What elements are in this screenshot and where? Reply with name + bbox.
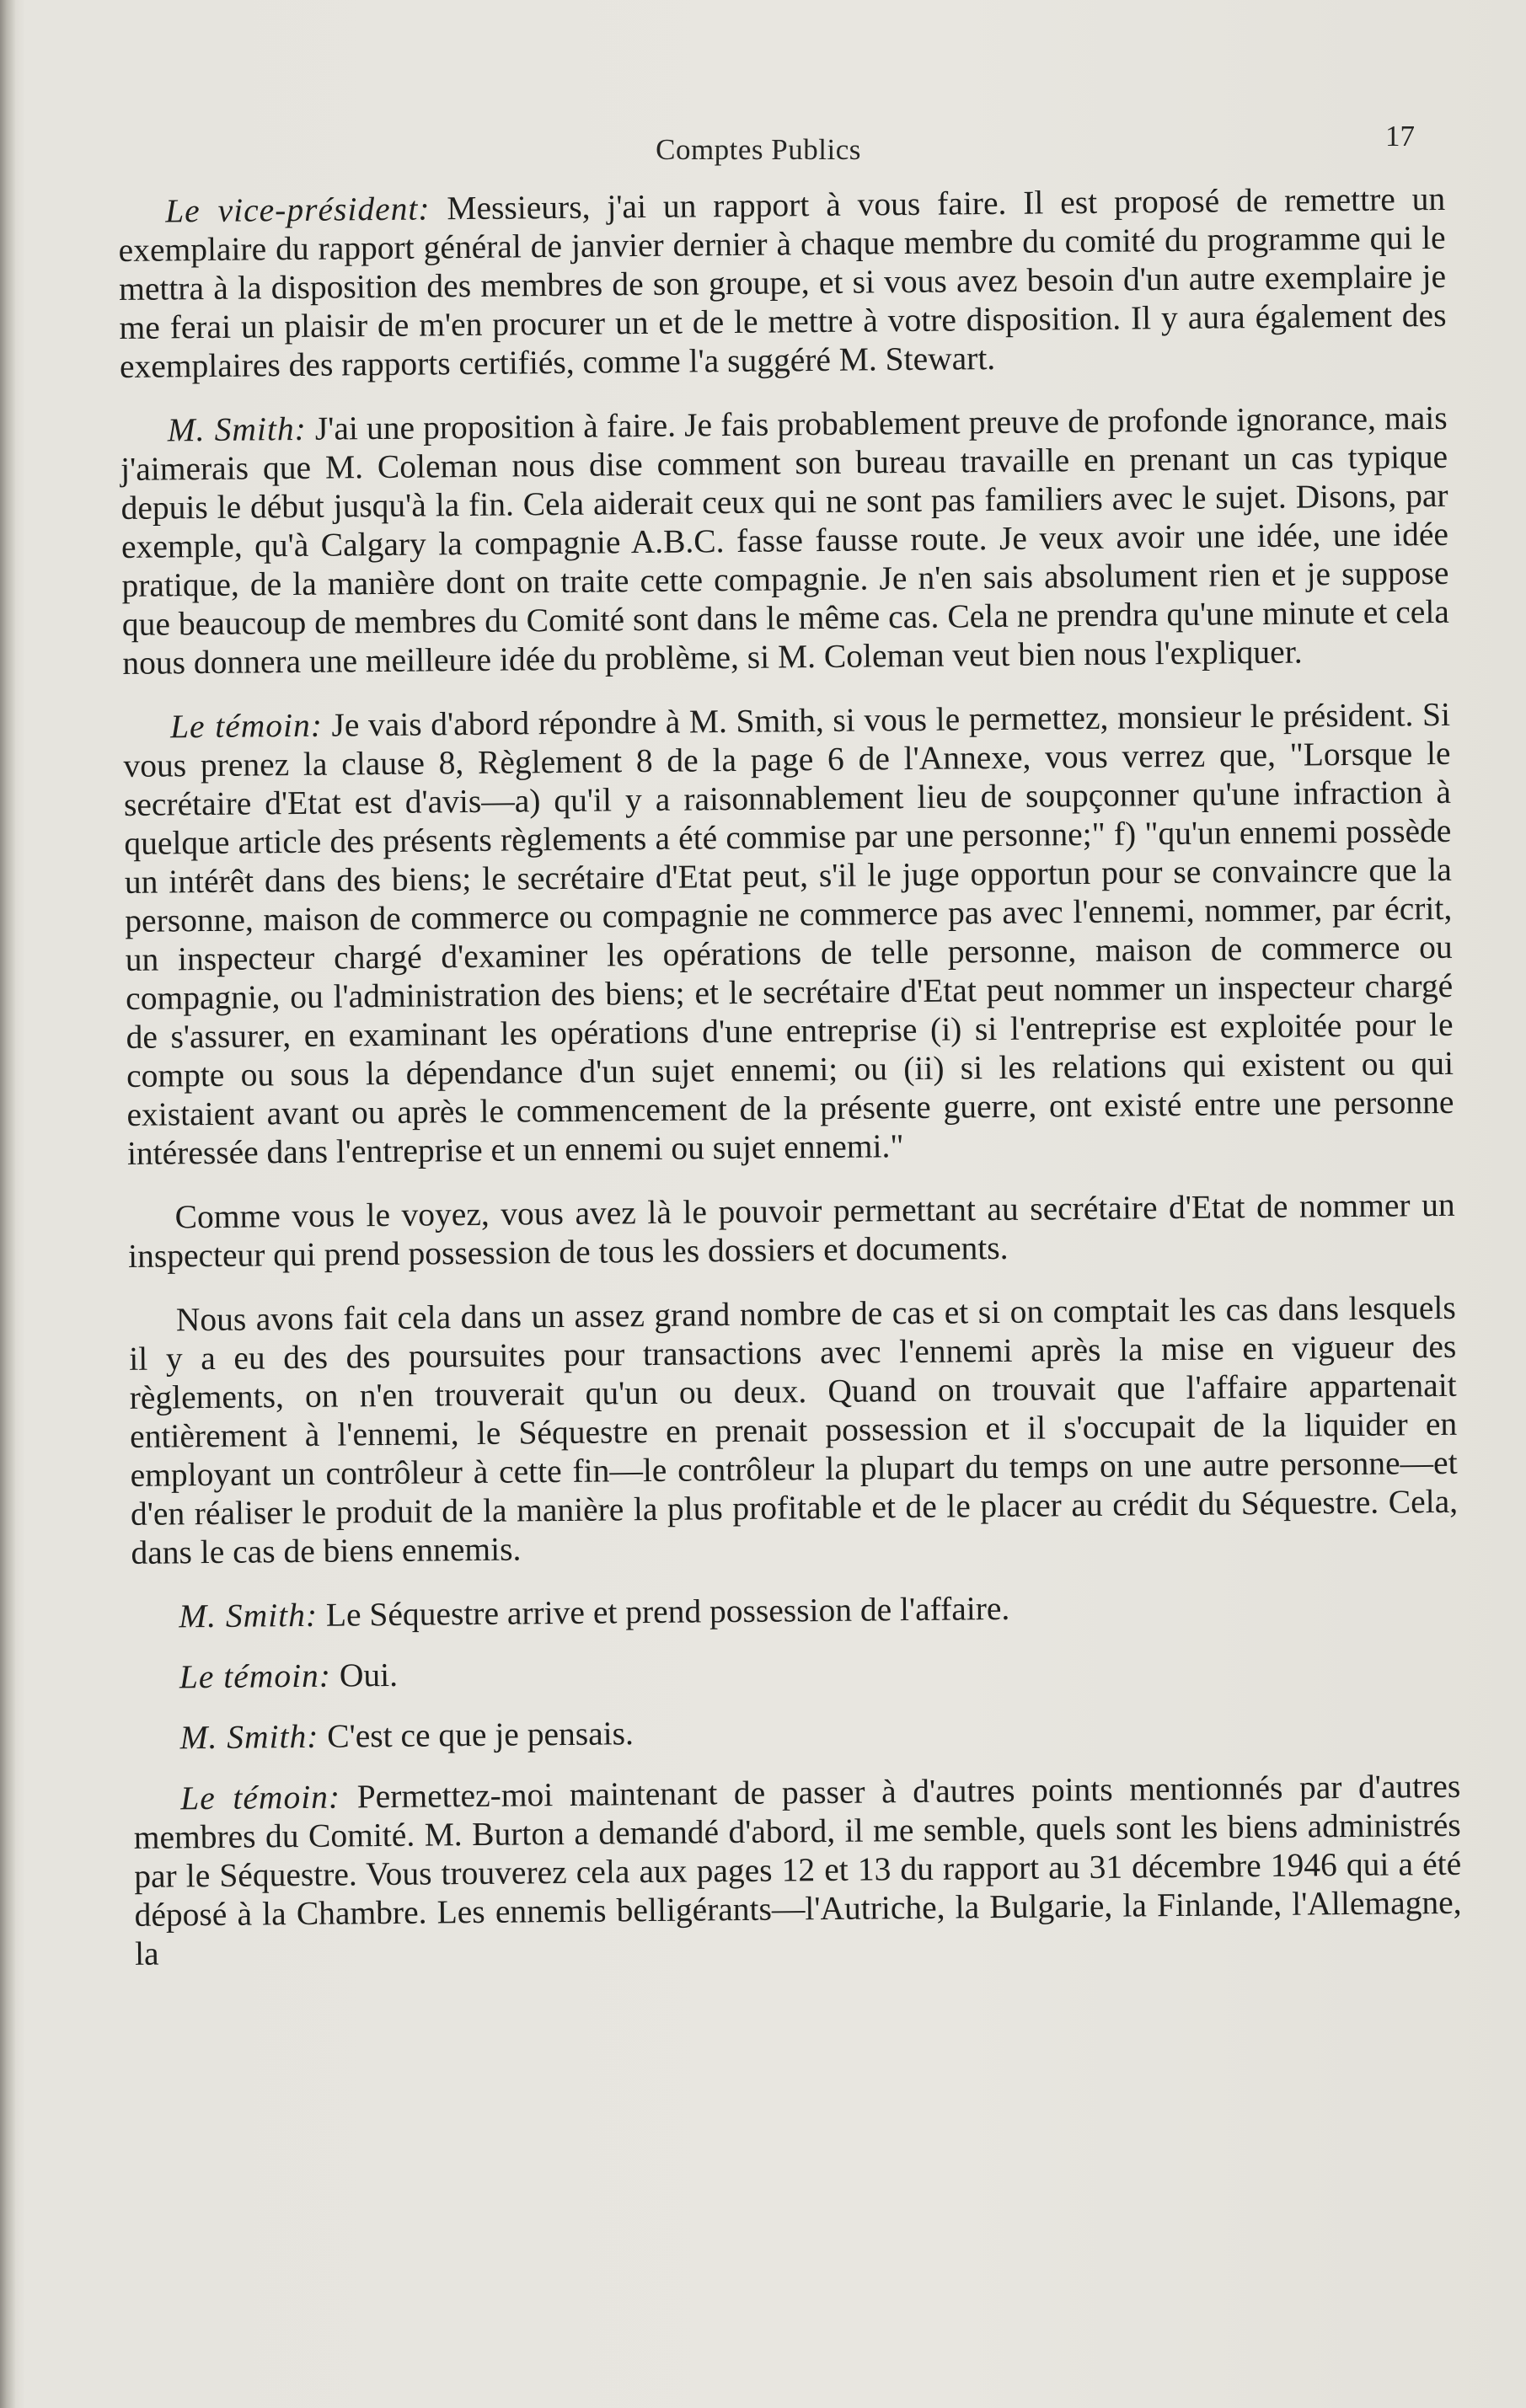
paragraph-smith-followup <box>131 1585 1459 1636</box>
paragraph-text: Le Séquestre arrive et prend possession de l'affaire. <box>317 1589 1010 1634</box>
paragraph-witness-points <box>133 1767 1462 1973</box>
paragraph-witness-regulation <box>123 695 1454 1173</box>
page-number: 17 <box>1385 120 1415 153</box>
paragraph-vice-president <box>118 179 1447 386</box>
speaker-label: Le témoin: <box>180 1778 341 1817</box>
speaker-label: Le témoin: <box>169 706 324 746</box>
speaker-label: Le témoin: <box>179 1656 332 1696</box>
speaker-label: M. Smith: <box>167 409 307 449</box>
speaker-label: M. Smith: <box>179 1717 319 1757</box>
paragraph-witness-yes <box>132 1645 1459 1697</box>
paragraph-text: Oui. <box>330 1656 399 1694</box>
body-text <box>118 179 1463 1999</box>
paragraph-text: Je vais d'abord répondre à M. Smith, si vous le permettez, monsieur le président. Si vous prenez la clause 8, Règlement 8 de la page 6 de l'Annexe, vous verrez que, "Lorsque le secrétaire d'Etat est d'avis—a) qu'il y a raisonnablement lieu de soupçonner qu'une infraction à quelque article des présents règlements a été commise par une personne;" f) "qu'un ennemi possède un intérêt dans des biens; le secrétaire d'Etat peut, s'il le juge opportun pour se convaincre que la personne, maison de commerce ou compagnie ne commerce pas avec l'ennemi, nommer, par écrit, un inspecteur chargé d'examiner les opérations de telle personne, maison de commerce ou compagnie, ou l'administration des biens; et le secrétaire d'Etat peut nommer un inspecteur chargé de s'assurer, en examinant les opérations d'une entreprise (i) si l'entreprise est exploitée pour le compte ou sous la dépendance d'un sujet ennemi; ou (ii) si les relations qui existent ou qui existaient avant ou après le commencement de la présente guerre, ont existé entre une personne intéressée dans l'entreprise et un ennemi ou sujet ennemi." <box>123 695 1454 1172</box>
paragraph-text: Messieurs, j'ai un rapport à vous faire. Il est proposé de remettre un exemplaire du rapport général de janvier dernier à chaque membre du comité du programme qui le mettra à la disposition des membres de son groupe, et si vous avez besoin d'un autre exemplaire je me ferai un plaisir de m'en procurer un et de le mettre à votre disposition. Il y aura également des exemplaires des rapports certifiés, comme l'a suggéré M. Stewart. <box>118 179 1447 385</box>
paragraph-smith-thought <box>132 1706 1459 1758</box>
paragraph-text: C'est ce que je pensais. <box>319 1715 634 1755</box>
paragraph-text: Nous avons fait cela dans un assez grand nombre de cas et si on comptait les cas dans lesquels il y a eu des des poursuites pour transactions avec l'ennemi après la mise en vigueur des règlements, on n'en trouverait qu'un ou deux. Quand on trouvait que l'affaire appartenait entièrement à l'ennemi, le Séquestre en prenait possession et il s'occupait de la liquider en employant un contrôleur à cette fin—le contrôleur la plupart du temps on une autre personne—et d'en réaliser le produit de la manière la plus profitable et de le placer au crédit du Séquestre. Cela, dans le cas de biens ennemis. <box>129 1288 1459 1571</box>
paragraph-text: Permettez-moi maintenant de passer à d'autres points mentionnés par d'autres membres du Comité. M. Burton a demandé d'abord, il me semble, quels sont les biens administrés par le Séquestre. Vous trouverez cela aux pages 12 et 13 du rapport au 31 décembre 1946 qui a été déposé à la Chambre. Les ennemis belligérants—l'Autriche, la Bulgarie, la Finlande, l'Allemagne, la <box>133 1767 1462 1972</box>
speaker-label: Le vice-président: <box>165 190 431 230</box>
page-spine-shadow <box>0 0 15 2408</box>
paragraph-power-summary <box>127 1185 1455 1276</box>
speaker-label: M. Smith: <box>179 1596 319 1635</box>
paragraph-smith-proposal <box>120 399 1449 682</box>
paragraph-text: J'ai une proposition à faire. Je fais probablement preuve de profonde ignorance, mais j'aimerais que M. Coleman nous dise comment son bureau travaille en prenant un cas typique depuis le début jusqu'à la fin. Cela aiderait ceux qui ne sont pas familiers avec le sujet. Disons, par exemple, qu'à Calgary la compagnie A.B.C. fasse fausse route. Je veux avoir une idée, une idée pratique, de la manière dont on traite cette compagnie. Je n'en sais absolument rien et je suppose que beaucoup de membres du Comité sont dans le même cas. Cela ne prendra qu'une minute et cela nous donnera une meilleure idée du problème, si M. Coleman veut bien nous l'expliquer. <box>120 399 1450 682</box>
paragraph-cases <box>129 1288 1459 1572</box>
running-title: Comptes Publics <box>656 133 861 166</box>
paragraph-text: Comme vous le voyez, vous avez là le pouvoir permettant au secrétaire d'Etat de nommer un inspecteur qui prend possession de tous les dossiers et documents. <box>127 1185 1455 1275</box>
